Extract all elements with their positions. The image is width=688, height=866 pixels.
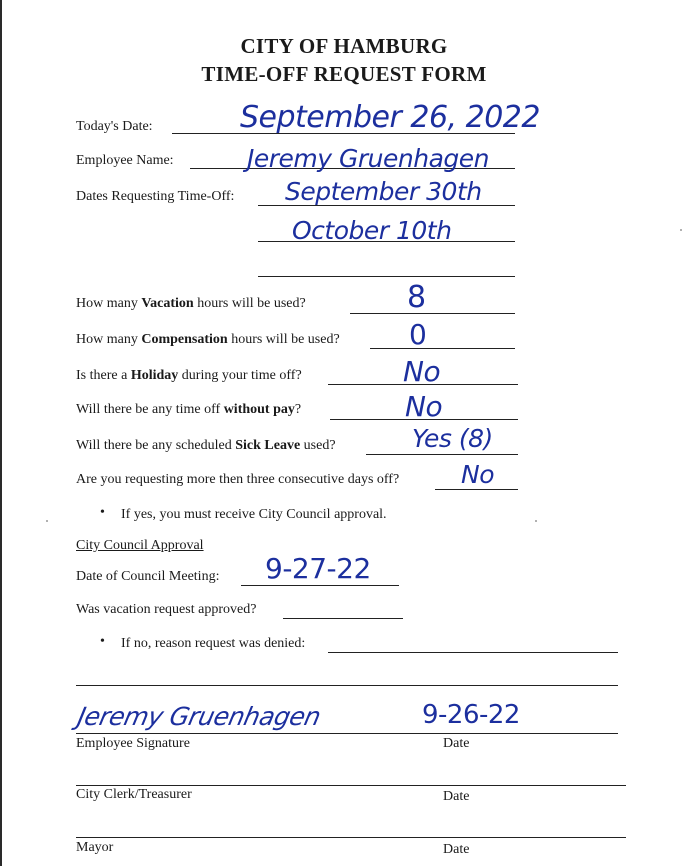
mayor-signature-label: Mayor [76,840,114,855]
without-pay-question: Will there be any time off without pay? [76,402,302,417]
employee-name-label: Employee Name: [76,153,174,168]
form-title-form: TIME-OFF REQUEST FORM [201,62,487,86]
vacation-approved-line [283,618,403,619]
council-meeting-date-line [241,585,399,586]
vacation-approved-label: Was vacation request approved? [76,602,257,617]
clerk-signature-line [76,785,626,786]
vacation-answer[interactable]: 8 [407,280,426,315]
denied-reason-line-1 [328,652,618,653]
scan-page-edge [0,0,2,866]
vacation-question: How many Vacation hours will be used? [76,296,306,311]
form-title-city: CITY OF HAMBURG [240,34,448,58]
mayor-date-label: Date [443,842,470,857]
scan-speck [46,520,48,522]
without-pay-answer[interactable]: No [405,390,443,423]
employee-name-value[interactable]: Jeremy Gruenhagen [247,144,489,173]
holiday-answer[interactable]: No [403,355,441,388]
consecutive-days-answer[interactable]: No [461,460,494,489]
compensation-answer[interactable]: 0 [409,318,427,351]
clerk-date-label: Date [443,789,470,804]
bullet-icon: • [100,505,105,520]
employee-date-label: Date [443,736,470,751]
mayor-signature-line [76,837,626,838]
consecutive-days-line [435,489,518,490]
employee-date-value[interactable]: 9-26-22 [422,700,520,730]
scan-speck [535,520,537,522]
compensation-line [370,348,515,349]
consecutive-days-question: Are you requesting more then three consecutive days off? [76,472,400,487]
compensation-question: How many Compensation hours will be used? [76,332,340,347]
dates-requesting-value-2[interactable]: October 10th [292,216,452,245]
bullet-icon: • [100,634,105,649]
council-approval-heading: City Council Approval [76,538,204,553]
scan-speck [680,229,682,231]
todays-date-label: Today's Date: [76,119,153,134]
approval-note: If yes, you must receive City Council approval. [121,507,387,522]
sick-leave-line [366,454,518,455]
employee-signature-line [76,733,618,734]
holiday-question: Is there a Holiday during your time off? [76,368,302,383]
clerk-signature-label: City Clerk/Treasurer [76,787,192,802]
dates-requesting-label: Dates Requesting Time-Off: [76,189,235,204]
dates-requesting-value-1[interactable]: September 30th [285,177,482,206]
employee-signature[interactable]: Jeremy Gruenhagen [74,702,324,731]
vacation-line [350,313,515,314]
denied-reason-label: If no, reason request was denied: [121,636,306,651]
sick-leave-question: Will there be any scheduled Sick Leave used? [76,438,336,453]
employee-signature-label: Employee Signature [76,736,190,751]
council-meeting-date-label: Date of Council Meeting: [76,569,220,584]
dates-requesting-line-3 [258,276,515,277]
council-meeting-date-value[interactable]: 9-27-22 [265,552,371,585]
todays-date-value[interactable]: September 26, 2022 [240,100,540,135]
denied-reason-line-2 [76,685,618,686]
sick-leave-answer[interactable]: Yes (8) [412,424,493,453]
